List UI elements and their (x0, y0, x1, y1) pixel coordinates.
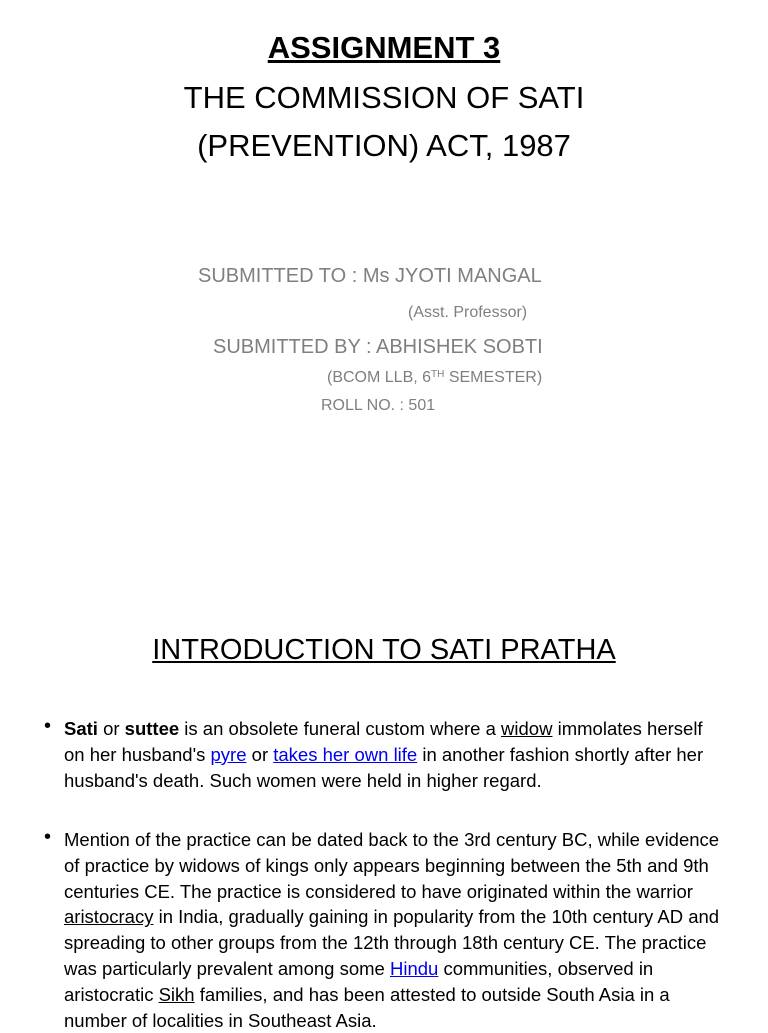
text-span: in India, gradually gaining in popularity from the 10th century AD and spreading to other groups from the 12th through 18th century CE. The practice was particularly prevalent among some (64, 906, 720, 979)
submitted-by: SUBMITTED BY : ABHISHEK SOBTI (213, 336, 543, 358)
intro-slide (0, 600, 768, 1031)
text-span: communities, observed in aristocratic (64, 957, 654, 1005)
pyre-link[interactable]: pyre (210, 743, 247, 765)
term-sati: Sati (64, 718, 98, 739)
text-span: is an obsolete funeral custom where a (179, 718, 502, 739)
sikh-link[interactable]: Sikh (158, 983, 195, 1005)
bullet-dot: • (44, 715, 52, 737)
text-span: or (246, 743, 274, 765)
submitted-to-role: (Asst. Professor) (408, 304, 528, 321)
aristocracy-link[interactable]: aristocracy (64, 906, 154, 928)
bullet-item-1 (44, 716, 724, 793)
bullet-dot: • (44, 826, 52, 848)
bullet-text (64, 716, 724, 793)
roll-number: ROLL NO. : 501 (321, 397, 436, 414)
course-info (327, 369, 542, 387)
bullet-text (64, 827, 724, 1033)
text-span: immolates herself on her husband's (64, 718, 703, 765)
act-title-line1: THE COMMISSION OF SATI (183, 80, 585, 115)
text-span: or (97, 718, 125, 739)
hindu-link[interactable]: Hindu (389, 957, 439, 979)
takes-her-own-life-link[interactable]: takes her own life (273, 743, 418, 765)
text-span: in another fashion shortly after her husband's death. Such women were held in higher regard. (64, 743, 704, 791)
act-title-line2: (PREVENTION) ACT, 1987 (197, 128, 571, 163)
term-suttee: suttee (124, 718, 180, 739)
widow-link[interactable]: widow (501, 718, 553, 739)
assignment-heading: ASSIGNMENT 3 (267, 30, 501, 65)
course-sup: TH (431, 369, 445, 380)
bullet-item-2 (44, 827, 724, 1033)
text-span: families, and has been attested to outside South Asia in a number of localities in Southeast Asia. (64, 983, 670, 1031)
course-suffix: SEMESTER) (444, 369, 543, 386)
course-prefix: (BCOM LLB, 6 (327, 369, 432, 386)
intro-heading: INTRODUCTION TO SATI PRATHA (152, 634, 616, 666)
submitted-to: SUBMITTED TO : Ms JYOTI MANGAL (198, 265, 542, 287)
text-span: Mention of the practice can be dated back to the 3rd century BC, while evidence of practice by widows of kings only appears beginning between the 5th and 9th centuries CE. The practice is considered to have originated within the warrior (64, 829, 720, 902)
